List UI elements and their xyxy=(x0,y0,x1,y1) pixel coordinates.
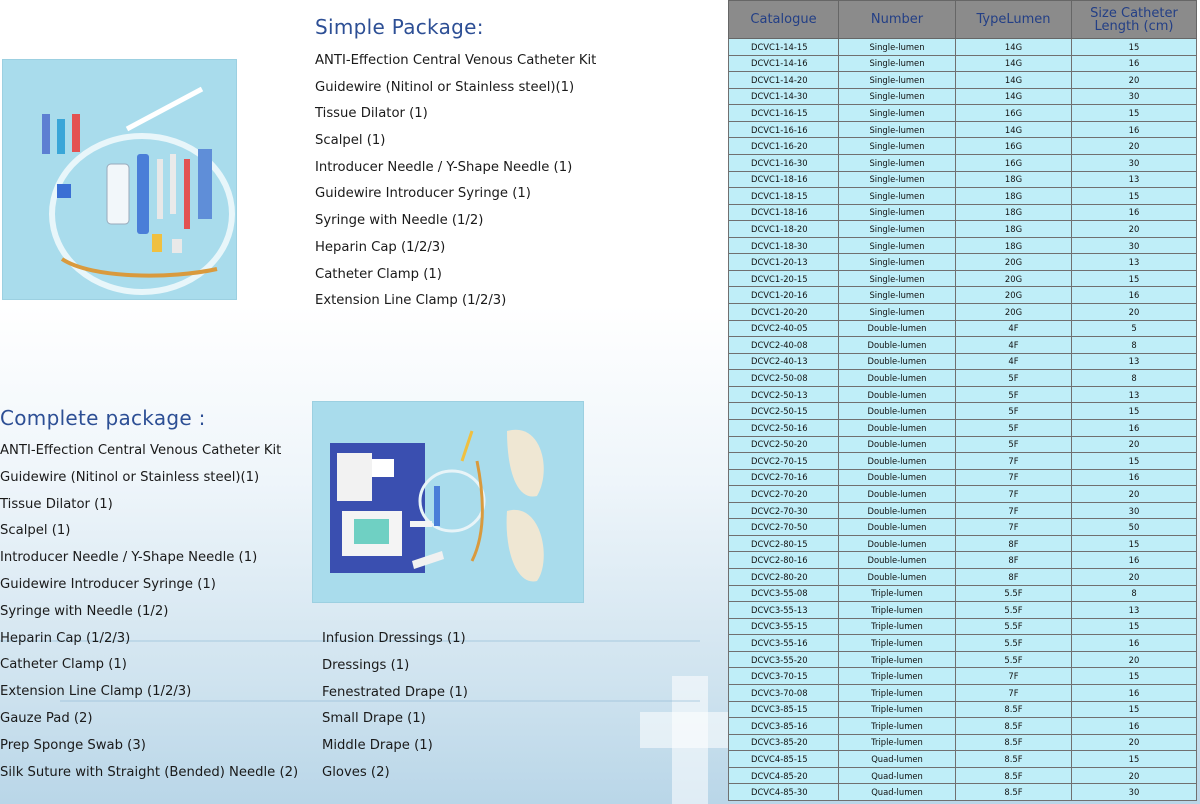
cell-length: 20 xyxy=(1072,304,1197,321)
cell-catalogue: DCVC3-55-13 xyxy=(729,602,839,619)
cell-catalogue: DCVC2-70-30 xyxy=(729,502,839,519)
list-item: Extension Line Clamp (1/2/3) xyxy=(315,293,507,309)
cell-catalogue: DCVC4-85-30 xyxy=(729,784,839,801)
cell-catalogue: DCVC2-50-08 xyxy=(729,370,839,387)
cell-number: Triple-lumen xyxy=(839,701,956,718)
cell-type-lumen: 14G xyxy=(956,39,1072,56)
cell-length: 13 xyxy=(1072,602,1197,619)
table-row xyxy=(729,751,1197,768)
cell-length: 30 xyxy=(1072,502,1197,519)
table-row xyxy=(729,304,1197,321)
cell-length: 5 xyxy=(1072,320,1197,337)
table-row xyxy=(729,618,1197,635)
cell-type-lumen: 14G xyxy=(956,121,1072,138)
table-row xyxy=(729,436,1197,453)
cell-number: Single-lumen xyxy=(839,287,956,304)
cell-catalogue: DCVC1-14-15 xyxy=(729,39,839,56)
table-row xyxy=(729,386,1197,403)
cell-number: Double-lumen xyxy=(839,386,956,403)
list-item: Dressings (1) xyxy=(322,657,410,673)
cell-length: 20 xyxy=(1072,486,1197,503)
cell-catalogue: DCVC2-50-20 xyxy=(729,436,839,453)
cell-catalogue: DCVC1-18-16 xyxy=(729,171,839,188)
cell-number: Single-lumen xyxy=(839,39,956,56)
cell-catalogue: DCVC4-85-20 xyxy=(729,767,839,784)
cell-catalogue: DCVC3-55-20 xyxy=(729,651,839,668)
table-row xyxy=(729,569,1197,586)
cell-type-lumen: 18G xyxy=(956,237,1072,254)
cell-type-lumen: 5F xyxy=(956,436,1072,453)
cell-number: Double-lumen xyxy=(839,370,956,387)
list-item: Introducer Needle / Y-Shape Needle (1) xyxy=(0,550,258,566)
header-number: Number xyxy=(839,1,956,39)
table-row xyxy=(729,221,1197,238)
list-item: Syringe with Needle (1/2) xyxy=(0,603,169,619)
cell-type-lumen: 14G xyxy=(956,72,1072,89)
cell-number: Triple-lumen xyxy=(839,602,956,619)
table-row xyxy=(729,105,1197,122)
table-row xyxy=(729,552,1197,569)
table-row xyxy=(729,403,1197,420)
cell-number: Triple-lumen xyxy=(839,734,956,751)
cell-catalogue: DCVC3-70-08 xyxy=(729,684,839,701)
cell-type-lumen: 4F xyxy=(956,353,1072,370)
cell-length: 8 xyxy=(1072,370,1197,387)
cell-catalogue: DCVC1-14-16 xyxy=(729,55,839,72)
list-item: Small Drape (1) xyxy=(322,711,426,727)
table-row xyxy=(729,337,1197,354)
table-row xyxy=(729,585,1197,602)
cell-type-lumen: 8.5F xyxy=(956,767,1072,784)
cell-type-lumen: 14G xyxy=(956,55,1072,72)
cell-catalogue: DCVC2-50-13 xyxy=(729,386,839,403)
cell-length: 30 xyxy=(1072,784,1197,801)
table-row xyxy=(729,121,1197,138)
list-item: ANTI-Effection Central Venous Catheter Kit xyxy=(315,53,597,68)
list-item: Infusion Dressings (1) xyxy=(322,631,466,646)
table-row xyxy=(729,701,1197,718)
table-row xyxy=(729,635,1197,652)
table-row xyxy=(729,353,1197,370)
cell-number: Triple-lumen xyxy=(839,635,956,652)
cell-number: Single-lumen xyxy=(839,121,956,138)
cell-type-lumen: 18G xyxy=(956,221,1072,238)
cell-catalogue: DCVC1-16-16 xyxy=(729,121,839,138)
cell-number: Double-lumen xyxy=(839,320,956,337)
cell-number: Triple-lumen xyxy=(839,668,956,685)
list-item: Heparin Cap (1/2/3) xyxy=(315,239,446,255)
cell-length: 20 xyxy=(1072,72,1197,89)
table-row xyxy=(729,88,1197,105)
table-row xyxy=(729,784,1197,801)
cell-length: 30 xyxy=(1072,237,1197,254)
cell-length: 50 xyxy=(1072,519,1197,536)
cell-number: Single-lumen xyxy=(839,221,956,238)
list-item: Fenestrated Drape (1) xyxy=(322,684,468,700)
complete-package-title: Complete package : xyxy=(0,406,206,430)
cell-length: 8 xyxy=(1072,585,1197,602)
cell-catalogue: DCVC1-20-20 xyxy=(729,304,839,321)
cell-number: Single-lumen xyxy=(839,88,956,105)
cell-type-lumen: 16G xyxy=(956,154,1072,171)
cell-length: 16 xyxy=(1072,635,1197,652)
cell-type-lumen: 18G xyxy=(956,171,1072,188)
cell-length: 15 xyxy=(1072,403,1197,420)
background-cross-horizontal xyxy=(640,712,740,748)
cell-number: Double-lumen xyxy=(839,469,956,486)
cell-type-lumen: 7F xyxy=(956,519,1072,536)
cell-catalogue: DCVC2-80-15 xyxy=(729,535,839,552)
complete-package-list-extra xyxy=(322,626,468,787)
cell-number: Single-lumen xyxy=(839,72,956,89)
cell-length: 13 xyxy=(1072,171,1197,188)
cell-number: Single-lumen xyxy=(839,105,956,122)
list-item: Tissue Dilator (1) xyxy=(315,106,428,122)
cell-length: 16 xyxy=(1072,121,1197,138)
cell-length: 30 xyxy=(1072,154,1197,171)
list-item: Silk Suture with Straight (Bended) Needle (2) xyxy=(0,764,299,780)
cell-length: 16 xyxy=(1072,55,1197,72)
cell-length: 20 xyxy=(1072,138,1197,155)
table-row xyxy=(729,419,1197,436)
cell-number: Single-lumen xyxy=(839,188,956,205)
cell-length: 15 xyxy=(1072,105,1197,122)
list-item: Scalpel (1) xyxy=(0,523,71,539)
cell-type-lumen: 7F xyxy=(956,453,1072,470)
cell-catalogue: DCVC2-80-20 xyxy=(729,569,839,586)
cell-number: Single-lumen xyxy=(839,270,956,287)
header-type-lumen: TypeLumen xyxy=(956,1,1072,39)
cell-number: Triple-lumen xyxy=(839,618,956,635)
cell-number: Double-lumen xyxy=(839,519,956,536)
cell-catalogue: DCVC3-55-16 xyxy=(729,635,839,652)
list-item: Catheter Clamp (1) xyxy=(315,266,442,282)
cell-catalogue: DCVC1-18-30 xyxy=(729,237,839,254)
table-row xyxy=(729,320,1197,337)
cell-catalogue: DCVC3-55-15 xyxy=(729,618,839,635)
cell-length: 13 xyxy=(1072,254,1197,271)
cell-type-lumen: 7F xyxy=(956,684,1072,701)
cell-length: 20 xyxy=(1072,436,1197,453)
cell-catalogue: DCVC2-40-13 xyxy=(729,353,839,370)
cell-number: Quad-lumen xyxy=(839,751,956,768)
cell-type-lumen: 14G xyxy=(956,88,1072,105)
list-item: Guidewire (Nitinol or Stainless steel)(1) xyxy=(315,79,575,95)
table-row xyxy=(729,171,1197,188)
cell-type-lumen: 8.5F xyxy=(956,784,1072,801)
cell-type-lumen: 5F xyxy=(956,370,1072,387)
cell-number: Double-lumen xyxy=(839,436,956,453)
cell-type-lumen: 20G xyxy=(956,304,1072,321)
cell-length: 30 xyxy=(1072,88,1197,105)
cell-type-lumen: 20G xyxy=(956,270,1072,287)
cell-catalogue: DCVC1-20-16 xyxy=(729,287,839,304)
cell-number: Single-lumen xyxy=(839,304,956,321)
table-row xyxy=(729,370,1197,387)
cell-number: Single-lumen xyxy=(839,171,956,188)
cell-catalogue: DCVC1-16-30 xyxy=(729,154,839,171)
cell-length: 16 xyxy=(1072,204,1197,221)
cell-type-lumen: 16G xyxy=(956,138,1072,155)
cell-number: Double-lumen xyxy=(839,353,956,370)
cell-catalogue: DCVC1-18-16 xyxy=(729,204,839,221)
list-item: Gauze Pad (2) xyxy=(0,710,93,726)
cell-catalogue: DCVC2-70-15 xyxy=(729,453,839,470)
list-item: Guidewire (Nitinol or Stainless steel)(1) xyxy=(0,469,260,485)
cell-length: 20 xyxy=(1072,734,1197,751)
table-row xyxy=(729,237,1197,254)
cell-catalogue: DCVC3-85-16 xyxy=(729,718,839,735)
cell-type-lumen: 7F xyxy=(956,469,1072,486)
cell-length: 20 xyxy=(1072,569,1197,586)
cell-number: Triple-lumen xyxy=(839,718,956,735)
complete-kit-illustration xyxy=(312,401,584,603)
table-row xyxy=(729,602,1197,619)
cell-number: Quad-lumen xyxy=(839,767,956,784)
list-item: Guidewire Introducer Syringe (1) xyxy=(0,576,216,592)
cell-catalogue: DCVC1-16-20 xyxy=(729,138,839,155)
cell-catalogue: DCVC1-20-13 xyxy=(729,254,839,271)
table-row xyxy=(729,718,1197,735)
cell-type-lumen: 18G xyxy=(956,204,1072,221)
cell-type-lumen: 5.5F xyxy=(956,618,1072,635)
table-row xyxy=(729,767,1197,784)
cell-type-lumen: 8F xyxy=(956,535,1072,552)
cell-number: Single-lumen xyxy=(839,55,956,72)
table-row xyxy=(729,138,1197,155)
list-item: Heparin Cap (1/2/3) xyxy=(0,630,131,646)
cell-catalogue: DCVC2-70-50 xyxy=(729,519,839,536)
cell-catalogue: DCVC4-85-15 xyxy=(729,751,839,768)
cell-catalogue: DCVC1-16-15 xyxy=(729,105,839,122)
cell-type-lumen: 5.5F xyxy=(956,635,1072,652)
cell-catalogue: DCVC2-80-16 xyxy=(729,552,839,569)
simple-kit-photo xyxy=(2,59,237,300)
cell-number: Triple-lumen xyxy=(839,684,956,701)
table-row xyxy=(729,154,1197,171)
cell-number: Double-lumen xyxy=(839,419,956,436)
list-item: Extension Line Clamp (1/2/3) xyxy=(0,684,192,700)
table-row xyxy=(729,287,1197,304)
cell-number: Quad-lumen xyxy=(839,784,956,801)
cell-number: Double-lumen xyxy=(839,337,956,354)
table-row xyxy=(729,486,1197,503)
cell-length: 15 xyxy=(1072,188,1197,205)
cell-length: 8 xyxy=(1072,337,1197,354)
table-row xyxy=(729,734,1197,751)
list-item: Prep Sponge Swab (3) xyxy=(0,737,146,753)
table-row xyxy=(729,270,1197,287)
cell-number: Single-lumen xyxy=(839,237,956,254)
cell-number: Single-lumen xyxy=(839,254,956,271)
cell-type-lumen: 8F xyxy=(956,552,1072,569)
cell-number: Double-lumen xyxy=(839,552,956,569)
cell-type-lumen: 5.5F xyxy=(956,651,1072,668)
cell-catalogue: DCVC2-40-08 xyxy=(729,337,839,354)
list-item: Gloves (2) xyxy=(322,764,390,780)
cell-catalogue: DCVC1-18-20 xyxy=(729,221,839,238)
cell-catalogue: DCVC1-14-30 xyxy=(729,88,839,105)
cell-length: 16 xyxy=(1072,684,1197,701)
table-row xyxy=(729,651,1197,668)
table-row xyxy=(729,519,1197,536)
table-row xyxy=(729,535,1197,552)
cell-number: Double-lumen xyxy=(839,569,956,586)
cell-type-lumen: 8.5F xyxy=(956,734,1072,751)
cell-type-lumen: 5F xyxy=(956,386,1072,403)
cell-length: 16 xyxy=(1072,419,1197,436)
table-row xyxy=(729,254,1197,271)
cell-type-lumen: 5.5F xyxy=(956,602,1072,619)
cell-type-lumen: 8.5F xyxy=(956,701,1072,718)
table-row xyxy=(729,502,1197,519)
table-body xyxy=(729,39,1197,801)
table-header-row xyxy=(729,1,1197,39)
cell-length: 20 xyxy=(1072,767,1197,784)
header-size-catheter-length: Size Catheter Length (cm) xyxy=(1072,1,1197,39)
cell-number: Double-lumen xyxy=(839,486,956,503)
cell-type-lumen: 16G xyxy=(956,105,1072,122)
cell-number: Triple-lumen xyxy=(839,585,956,602)
cell-catalogue: DCVC3-85-20 xyxy=(729,734,839,751)
cell-type-lumen: 4F xyxy=(956,320,1072,337)
complete-kit-photo xyxy=(312,401,584,603)
cell-length: 15 xyxy=(1072,751,1197,768)
table-row xyxy=(729,453,1197,470)
list-item: ANTI-Effection Central Venous Catheter Kit xyxy=(0,443,282,458)
cell-catalogue: DCVC1-14-20 xyxy=(729,72,839,89)
cell-type-lumen: 8.5F xyxy=(956,751,1072,768)
cell-catalogue: DCVC1-20-15 xyxy=(729,270,839,287)
catalogue-table xyxy=(728,0,1197,801)
cell-catalogue: DCVC2-50-16 xyxy=(729,419,839,436)
list-item: Catheter Clamp (1) xyxy=(0,657,127,673)
cell-length: 15 xyxy=(1072,618,1197,635)
list-item: Syringe with Needle (1/2) xyxy=(315,213,484,229)
cell-type-lumen: 20G xyxy=(956,254,1072,271)
cell-length: 15 xyxy=(1072,39,1197,56)
cell-catalogue: DCVC2-40-05 xyxy=(729,320,839,337)
cell-type-lumen: 8F xyxy=(956,569,1072,586)
cell-length: 16 xyxy=(1072,469,1197,486)
cell-catalogue: DCVC3-70-15 xyxy=(729,668,839,685)
simple-package-list xyxy=(315,48,596,315)
cell-catalogue: DCVC2-50-15 xyxy=(729,403,839,420)
cell-type-lumen: 5F xyxy=(956,403,1072,420)
cell-type-lumen: 4F xyxy=(956,337,1072,354)
list-item: Introducer Needle / Y-Shape Needle (1) xyxy=(315,159,573,175)
cell-length: 20 xyxy=(1072,221,1197,238)
cell-type-lumen: 18G xyxy=(956,188,1072,205)
cell-number: Triple-lumen xyxy=(839,651,956,668)
cell-length: 15 xyxy=(1072,535,1197,552)
cell-catalogue: DCVC3-85-15 xyxy=(729,701,839,718)
list-item: Guidewire Introducer Syringe (1) xyxy=(315,186,531,202)
cell-catalogue: DCVC2-70-20 xyxy=(729,486,839,503)
cell-number: Single-lumen xyxy=(839,204,956,221)
cell-type-lumen: 5.5F xyxy=(956,585,1072,602)
cell-length: 13 xyxy=(1072,386,1197,403)
cell-number: Double-lumen xyxy=(839,502,956,519)
cell-type-lumen: 7F xyxy=(956,668,1072,685)
cell-type-lumen: 7F xyxy=(956,502,1072,519)
table-row xyxy=(729,72,1197,89)
table-row xyxy=(729,55,1197,72)
cell-length: 16 xyxy=(1072,552,1197,569)
cell-type-lumen: 7F xyxy=(956,486,1072,503)
cell-type-lumen: 20G xyxy=(956,287,1072,304)
cell-length: 16 xyxy=(1072,287,1197,304)
cell-length: 13 xyxy=(1072,353,1197,370)
cell-length: 20 xyxy=(1072,651,1197,668)
cell-length: 15 xyxy=(1072,270,1197,287)
cell-number: Single-lumen xyxy=(839,154,956,171)
table-row xyxy=(729,39,1197,56)
cell-catalogue: DCVC2-70-16 xyxy=(729,469,839,486)
list-item: Scalpel (1) xyxy=(315,133,386,149)
cell-number: Double-lumen xyxy=(839,453,956,470)
table-row xyxy=(729,204,1197,221)
cell-type-lumen: 5F xyxy=(956,419,1072,436)
complete-package-list xyxy=(0,438,298,786)
cell-length: 15 xyxy=(1072,701,1197,718)
list-item: Middle Drape (1) xyxy=(322,738,433,754)
cell-catalogue: DCVC3-55-08 xyxy=(729,585,839,602)
simple-package-title: Simple Package: xyxy=(315,15,484,39)
list-item: Tissue Dilator (1) xyxy=(0,496,113,512)
cell-catalogue: DCVC1-18-15 xyxy=(729,188,839,205)
cell-length: 15 xyxy=(1072,668,1197,685)
table-row xyxy=(729,684,1197,701)
cell-number: Single-lumen xyxy=(839,138,956,155)
table-row xyxy=(729,469,1197,486)
cell-number: Double-lumen xyxy=(839,403,956,420)
catheter-kit-illustration xyxy=(2,59,237,300)
cell-length: 15 xyxy=(1072,453,1197,470)
cell-number: Double-lumen xyxy=(839,535,956,552)
header-catalogue: Catalogue xyxy=(729,1,839,39)
table-row xyxy=(729,188,1197,205)
table-row xyxy=(729,668,1197,685)
cell-length: 16 xyxy=(1072,718,1197,735)
cell-type-lumen: 8.5F xyxy=(956,718,1072,735)
